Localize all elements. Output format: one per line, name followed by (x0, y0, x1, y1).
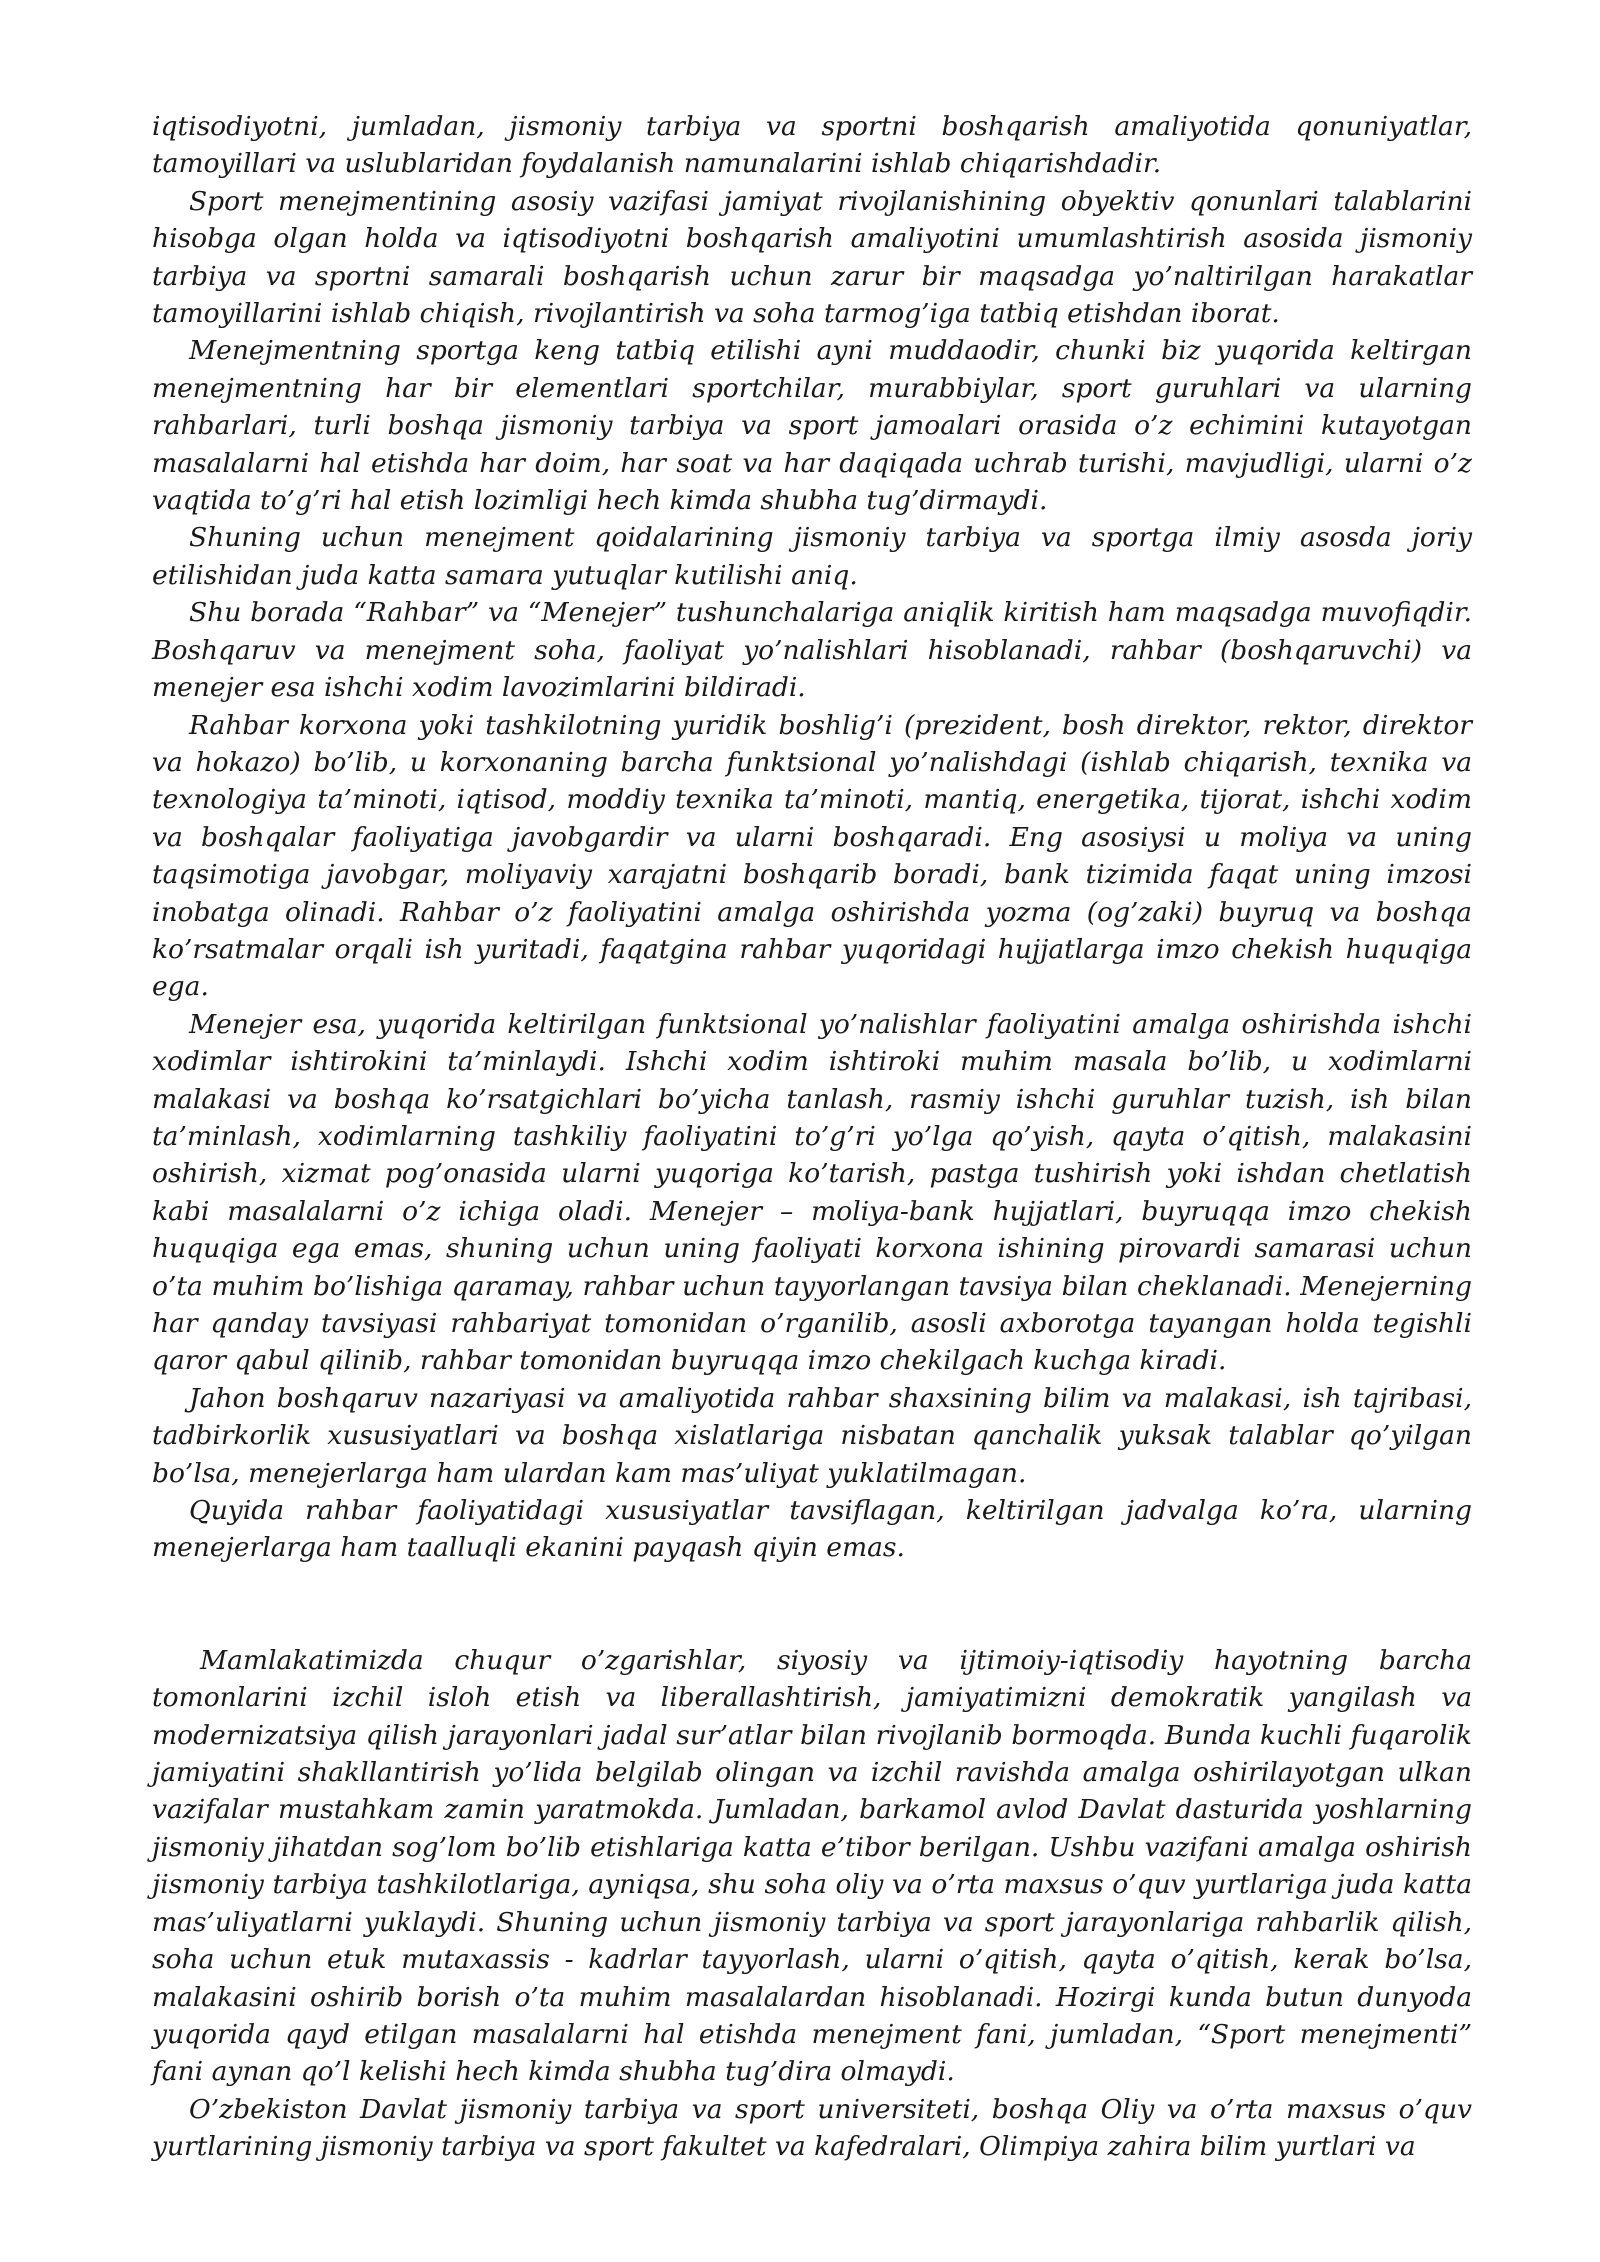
document-page (152, 108, 1472, 2166)
section-gap (152, 1567, 1472, 1642)
paragraph-9: Quyida rahbar faoliyatidagi xususiyatlar tavsiflagan, keltirilgan jadvalga ko’ra, ularning menejerlarga ham taalluqli ekanini payqash qiyin emas. (152, 1495, 1472, 1564)
paragraph-7: Menejer esa, yuqorida keltirilgan funktsional yo’nalishlar faoliyatini amalga oshirishda ishchi xodimlar ishtirokini ta’minlaydi. Ishchi xodim ishtiroki muhim masala bo’lib, u xodimlarni malakasi va boshqa ko’rsatgichlari bo’yicha tanlash, rasmiy ishchi guruhlar tuzish, ish bilan ta’minlash, xodimlarning tashkiliy faoliyatini to’g’ri yo’lga qo’yish, qayta o’qitish, malakasini oshirish, xizmat pog’onasida ularni yuqoriga ko’tarish, pastga tushirish yoki ishdan chetlatish kabi masalalarni o’z ichiga oladi. Menejer – moliya-bank hujjatlari, buyruqqa imzo chekish huquqiga ega emas, shuning uchun uning faoliyati korxona ishining pirovardi samarasi uchun o’ta muhim bo’lishiga qaramay, rahbar uchun tayyorlangan tavsiya bilan cheklanadi. Menejerning har qanday tavsiyasi rahbariyat tomonidan o’rganilib, asosli axborotga tayangan holda tegishli qaror qabul qilinib, rahbar tomonidan buyruqqa imzo chekilgach kuchga kiradi. (152, 1008, 1472, 1377)
paragraph-2: Sport menejmentining asosiy vazifasi jamiyat rivojlanishining obyektiv qonunlari talablarini hisobga olgan holda va iqtisodiyotni boshqarish amaliyotini umumlashtirish asosida jismoniy tarbiya va sportni samarali boshqarish uchun zarur bir maqsadga yo’naltirilgan harakatlar tamoyillarini ishlab chiqish, rivojlantirish va soha tarmog’iga tatbiq etishdan iborat. (152, 185, 1472, 330)
paragraph-11: O’zbekiston Davlat jismoniy tarbiya va sport universiteti, boshqa Oliy va o’rta maxsus o’quv yurtlarining jismoniy tarbiya va sport fakultet va kafedralari, Olimpiya zahira bilim yurtlari va (152, 2093, 1472, 2163)
paragraph-10: Mamlakatimizda chuqur o’zgarishlar, siyosiy va ijtimoiy-iqtisodiy hayotning barcha tomonlarini izchil isloh etish va liberallashtirish, jamiyatimizni demokratik yangilash va modernizatsiya qilish jarayonlari jadal sur’atlar bilan rivojlanib bormoqda. Bunda kuchli fuqarolik jamiyatini shakllantirish yo’lida belgilab olingan va izchil ravishda amalga oshirilayotgan ulkan vazifalar mustahkam zamin yaratmokda. Jumladan, barkamol avlod Davlat dasturida yoshlarning jismoniy jihatdan sog’lom bo’lib etishlariga katta e’tibor berilgan. Ushbu vazifani amalga oshirish jismoniy tarbiya tashkilotlariga, ayniqsa, shu soha oliy va o’rta maxsus o’quv yurtlariga juda katta mas’uliyatlarni yuklaydi. Shuning uchun jismoniy tarbiya va sport jarayonlariga rahbarlik qilish, soha uchun etuk mutaxassis - kadrlar tayyorlash, ularni o’qitish, qayta o’qitish, kerak bo’lsa, malakasini oshirib borish o’ta muhim masalalardan hisoblanadi. Hozirgi kunda butun dunyoda yuqorida qayd etilgan masalalarni hal etishda menejment fani, jumladan, “Sport menejmenti” fani aynan qo’l kelishi hech kimda shubha tug’dira olmaydi. (152, 1644, 1472, 2088)
paragraph-5: Shu borada “Rahbar” va “Menejer” tushunchalariga aniqlik kiritish ham maqsadga muvofiqdir. Boshqaruv va menejment soha, faoliyat yo’nalishlari hisoblanadi, rahbar (boshqaruvchi) va menejer esa ishchi xodim lavozimlarini bildiradi. (152, 597, 1472, 704)
paragraph-3: Menejmentning sportga keng tatbiq etilishi ayni muddaodir, chunki biz yuqorida keltirgan menejmentning har bir elementlari sportchilar, murabbiylar, sport guruhlari va ularning rahbarlari, turli boshqa jismoniy tarbiya va sport jamoalari orasida o’z echimini kutayotgan masalalarni hal etishda har doim, har soat va har daqiqada uchrab turishi, mavjudligi, ularni o’z vaqtida to’g’ri hal etish lozimligi hech kimda shubha tug’dirmaydi. (152, 335, 1472, 517)
paragraph-1: iqtisodiyotni, jumladan, jismoniy tarbiya va sportni boshqarish amaliyotida qonuniyatlar, tamoyillari va uslublaridan foydalanish namunalarini ishlab chiqarishdadir. (152, 111, 1472, 180)
paragraph-4: Shuning uchun menejment qoidalarining jismoniy tarbiya va sportga ilmiy asosda joriy etilishidan juda katta samara yutuqlar kutilishi aniq. (152, 522, 1472, 591)
paragraph-6: Rahbar korxona yoki tashkilotning yuridik boshlig’i (prezident, bosh direktor, rektor, direktor va hokazo) bo’lib, u korxonaning barcha funktsional yo’nalishdagi (ishlab chiqarish, texnika va texnologiya ta’minoti, iqtisod, moddiy texnika ta’minoti, mantiq, energetika, tijorat, ishchi xodim va boshqalar faoliyatiga javobgardir va ularni boshqaradi. Eng asosiysi u moliya va uning taqsimotiga javobgar, moliyaviy xarajatni boshqarib boradi, bank tizimida faqat uning imzosi inobatga olinadi. Rahbar o’z faoliyatini amalga oshirishda yozma (og’zaki) buyruq va boshqa ko’rsatmalar orqali ish yuritadi, faqatgina rahbar yuqoridagi hujjatlarga imzo chekish huquqiga ega. (152, 709, 1472, 1003)
paragraph-8: Jahon boshqaruv nazariyasi va amaliyotida rahbar shaxsining bilim va malakasi, ish tajribasi, tadbirkorlik xususiyatlari va boshqa xislatlariga nisbatan qanchalik yuksak talablar qo’yilgan bo’lsa, menejerlarga ham ulardan kam mas’uliyat yuklatilmagan. (152, 1382, 1472, 1489)
